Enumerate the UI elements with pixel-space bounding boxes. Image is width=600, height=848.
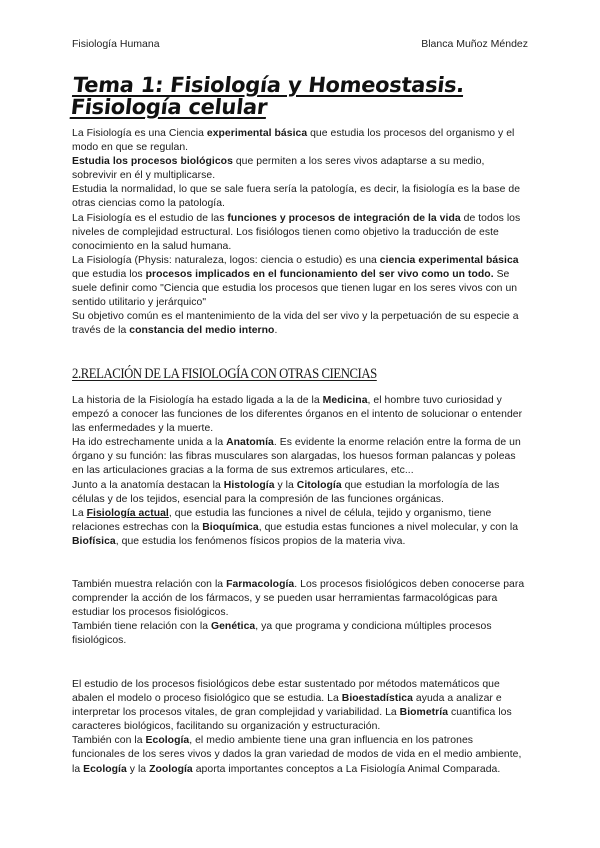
section-heading: 2.RELACIÓN DE LA FISIOLOGÍA CON OTRAS CIENCIAS xyxy=(72,366,377,382)
section2-block-2 xyxy=(72,578,528,648)
intro-section xyxy=(72,127,528,338)
section2-block-3 xyxy=(72,678,528,777)
section2-paragraph-1: La historia de la Fisiología ha estado ligada a la de la Medicina, el hombre tuvo curiosidad y empezó a conocer las funciones de los diferentes órganos en el intento de solucionar o entender las enfermedades y la muerte. xyxy=(72,395,523,435)
intro-paragraph-4: La Fisiología es el estudio de las funciones y procesos de integración de la vida de todos los niveles de complejidad estructural. Los fisiólogos tienen como objetivo la traducción de este conocimiento en la salud humana. xyxy=(72,212,521,252)
section2-paragraph-6: También tiene relación con la Genética, ya que programa y condiciona múltiples procesos fisiológicos. xyxy=(72,621,492,647)
header-subject: Fisiología Humana xyxy=(72,38,160,50)
section2-paragraph-4: La Fisiología actual, que estudia las funciones a nivel de célula, tejido y organismo, tiene relaciones estrechas con la Bioquímica, que estudia estas funciones a nivel molecular, y con la Biofísica, que estudia los fenómenos físicos propios de la materia viva. xyxy=(72,507,519,547)
page-header xyxy=(72,38,528,50)
intro-paragraph-2: Estudia los procesos biológicos que permiten a los seres vivos adaptarse a su medio, sobrevivir en él y multiplicarse. xyxy=(72,156,485,182)
section2-block-1 xyxy=(72,394,528,549)
section2-paragraph-5: También muestra relación con la Farmacología. Los procesos fisiológicos deben conocerse para comprender la acción de los fármacos, y se pueden usar herramientas farmacológicas para estudiar los procesos fisiológicos. xyxy=(72,579,525,619)
intro-paragraph-3: Estudia la normalidad, lo que se sale fuera sería la patología, es decir, la fisiología es la base de otras ciencias como la patología. xyxy=(72,184,521,210)
document-title: Tema 1: Fisiología y Homeostasis. Fisiología celular xyxy=(69,73,466,119)
intro-paragraph-1: La Fisiología es una Ciencia experimental básica que estudia los procesos del organismo y el modo en que se regulan. xyxy=(72,128,515,154)
header-author: Blanca Muñoz Méndez xyxy=(421,38,528,50)
section2-paragraph-3: Junto a la anatomía destacan la Histología y la Citología que estudian la morfología de las células y de los tejidos, esencial para la compresión de las funciones orgánicas. xyxy=(72,479,500,505)
section2-paragraph-8: También con la Ecología, el medio ambiente tiene una gran influencia en los patrones funcionales de los seres vivos y dados la gran variedad de modos de vida en el medio ambiente, la Ecología y la Zoología aporta importantes conceptos a La Fisiología Animal Comparada. xyxy=(72,735,522,775)
section2-paragraph-2: Ha ido estrechamente unida a la Anatomía. Es evidente la enorme relación entre la forma de un órgano y su función: las fibras musculares son alargadas, los huesos forman palancas y poleas en las articulaciones gracias a la forma de sus extremos articulares, etc... xyxy=(72,437,521,477)
intro-paragraph-5: La Fisiología (Physis: naturaleza, logos: ciencia o estudio) es una ciencia experimental básica que estudia los procesos implicados en el funcionamiento del ser vivo como un todo. Se suele definir como "Ciencia que estudia los procesos que tienen lugar en los seres vivos con un sentido utilitario y jerárquico" xyxy=(72,254,519,309)
intro-paragraph-6: Su objetivo común es el mantenimiento de la vida del ser vivo y la perpetuación de su especie a través de la constancia del medio interno. xyxy=(72,311,519,337)
section2-paragraph-7: El estudio de los procesos fisiológicos debe estar sustentado por métodos matemáticos que abalen el modelo o proceso fisiológico que se estudia. La Bioestadística ayuda a analizar e interpretar los procesos vitales, de gran complejidad y variabilidad. La Biometría cuantifica los caracteres biológicos, facilitando su organización y estructuración. xyxy=(72,679,512,733)
